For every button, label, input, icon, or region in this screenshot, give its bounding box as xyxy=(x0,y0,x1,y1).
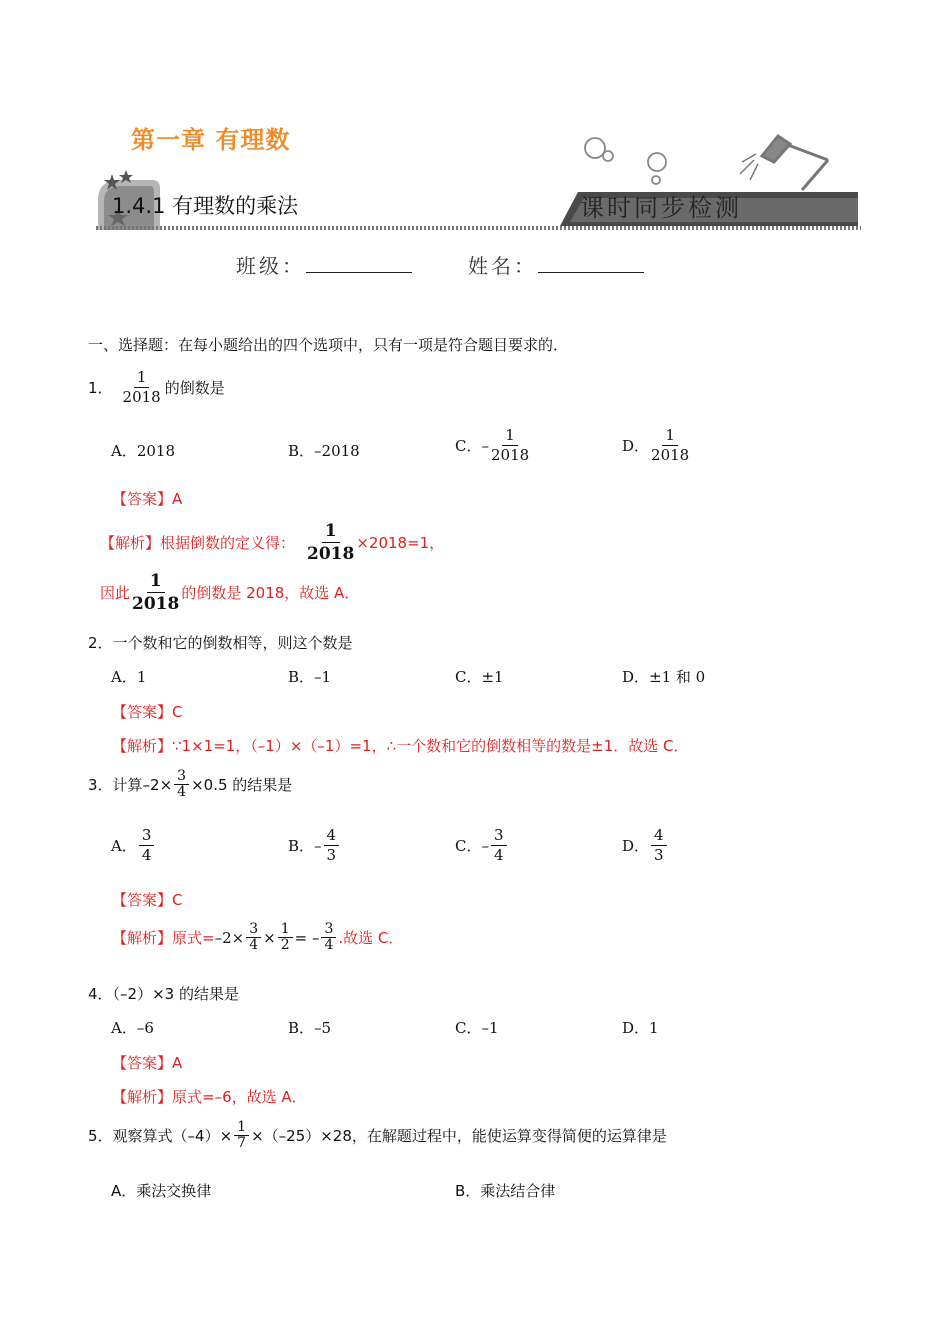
q1-option-c-den: 2018 xyxy=(490,446,530,464)
name-label: 姓名： xyxy=(468,254,537,278)
q3-option-d-fraction xyxy=(651,826,667,865)
sync-test-label: 课时同步检测 xyxy=(580,194,742,222)
q3-option-b-num: 4 xyxy=(324,826,340,846)
q4-option-d[interactable]: D．1 xyxy=(622,1019,659,1037)
q3-option-a-den: 4 xyxy=(141,846,152,864)
q3-analysis-frac2-den: 2 xyxy=(280,937,290,953)
q3-analysis-frac1-num: 3 xyxy=(246,922,261,938)
q1-option-a[interactable]: A．2018 xyxy=(111,442,176,460)
q2-option-d[interactable]: D．±1 和 0 xyxy=(622,668,706,686)
q3-analysis-p3: = – xyxy=(294,928,320,947)
name-blank[interactable] xyxy=(538,250,644,273)
bubbles-decoration xyxy=(585,138,666,184)
q3-stem xyxy=(88,769,292,800)
q3-option-d-num: 4 xyxy=(651,826,667,846)
q4-option-b[interactable]: B．–5 xyxy=(288,1019,332,1037)
q1-analysis2-head: 因此 xyxy=(100,584,131,602)
q3-option-b-label: B．– xyxy=(288,837,322,855)
q3-option-a-num: 3 xyxy=(139,826,155,846)
q5-stem-tail: ×（–25）×28，在解题过程中，能使运算变得简便的运算律是 xyxy=(251,1127,667,1145)
q5-stem-head: 5．观察算式（–4）× xyxy=(88,1127,233,1145)
q3-analysis-tail: .故选 C． xyxy=(338,929,404,947)
q3-analysis-frac3 xyxy=(321,922,336,953)
q3-answer: 【答案】C xyxy=(112,891,183,909)
q5-fraction xyxy=(234,1120,249,1151)
q3-option-d-den: 3 xyxy=(654,846,664,864)
q3-fraction xyxy=(174,769,189,800)
q1-fraction xyxy=(123,368,161,407)
q1-analysis-den: 2018 xyxy=(307,544,355,564)
q4-option-c[interactable]: C．–1 xyxy=(455,1019,499,1037)
q1-stem-tail: 的倒数是 xyxy=(164,379,225,397)
lesson-title: 1.4.1 有理数的乘法 xyxy=(112,194,299,218)
q1-number: 1． xyxy=(88,379,113,397)
q3-stem-tail: ×0.5 的结果是 xyxy=(191,776,293,794)
q3-option-c-den: 4 xyxy=(493,846,504,864)
q2-stem: 2．一个数和它的倒数相等，则这个数是 xyxy=(88,634,353,652)
q3-analysis-frac1-den: 4 xyxy=(249,937,259,953)
q1-analysis2-tail: 的倒数是 2018，故选 A． xyxy=(181,584,360,602)
q2-answer: 【答案】C xyxy=(112,703,183,721)
q4-stem: 4．（–2）×3 的结果是 xyxy=(88,985,239,1003)
q3-frac-den: 4 xyxy=(177,784,187,800)
q5-stem xyxy=(88,1120,667,1151)
q3-option-a-fraction xyxy=(139,826,155,865)
q1-analysis xyxy=(100,520,444,565)
q3-stem-head: 3．计算–2× xyxy=(88,776,173,794)
q1-option-b[interactable]: B．–2018 xyxy=(288,442,360,460)
q3-option-c-label: C．– xyxy=(455,837,489,855)
q1-analysis-tail: ×2018=1， xyxy=(356,534,445,552)
q1-option-c-fraction xyxy=(491,426,529,465)
q1-analysis2-fraction xyxy=(132,570,179,615)
q5-option-b[interactable]: B．乘法结合律 xyxy=(455,1182,556,1200)
q1-option-c-label: C．– xyxy=(455,437,489,455)
q1-option-d[interactable] xyxy=(622,426,691,465)
q2-option-b[interactable]: B．–1 xyxy=(288,668,332,686)
q3-analysis-p1: –2× xyxy=(214,928,245,947)
q3-analysis-frac3-num: 3 xyxy=(321,922,336,938)
q3-option-b-fraction xyxy=(324,826,340,865)
q3-option-c[interactable] xyxy=(455,826,509,865)
q2-analysis: 【解析】∵1×1=1，（–1）×（–1）=1，∴一个数和它的倒数相等的数是±1．故选 C． xyxy=(112,737,689,755)
q2-option-c[interactable]: C．±1 xyxy=(455,668,504,686)
q3-analysis-frac3-den: 4 xyxy=(324,937,334,953)
q3-option-b-den: 3 xyxy=(326,846,337,864)
banner-dotted-line xyxy=(96,226,861,230)
q1-analysis-2 xyxy=(100,570,359,615)
desk-lamp-icon xyxy=(740,136,828,190)
q5-option-a[interactable]: A．乘法交换律 xyxy=(111,1182,212,1200)
q3-frac-num: 3 xyxy=(174,769,189,785)
q1-analysis-fraction xyxy=(307,520,354,565)
q3-analysis xyxy=(112,922,403,953)
q1-option-d-label: D． xyxy=(622,437,650,455)
q5-frac-num: 1 xyxy=(234,1120,249,1136)
q1-frac-den: 2018 xyxy=(122,388,161,406)
class-label: 班级： xyxy=(236,254,305,278)
q3-analysis-p2: × xyxy=(263,928,276,947)
q5-frac-den: 7 xyxy=(237,1135,247,1151)
q3-option-d-label: D． xyxy=(622,837,650,855)
q3-option-c-num: 3 xyxy=(491,826,507,846)
q1-frac-num: 1 xyxy=(134,368,150,388)
q1-option-d-fraction xyxy=(651,426,689,465)
q4-analysis: 【解析】原式=–6，故选 A． xyxy=(112,1088,307,1106)
q4-answer: 【答案】A xyxy=(112,1054,183,1072)
q1-answer: 【答案】A xyxy=(112,490,183,508)
q1-analysis-head: 【解析】根据倒数的定义得： xyxy=(100,534,296,552)
q3-analysis-frac1 xyxy=(246,922,261,953)
q1-stem xyxy=(88,368,225,407)
q1-analysis2-num: 1 xyxy=(147,570,165,593)
q1-option-c-num: 1 xyxy=(502,426,518,446)
q3-analysis-frac2-num: 1 xyxy=(278,922,293,938)
q1-option-d-num: 1 xyxy=(662,426,678,446)
q3-option-b[interactable] xyxy=(288,826,341,865)
q1-option-c[interactable] xyxy=(455,426,531,465)
class-blank[interactable] xyxy=(306,250,412,273)
q3-option-a-label: A． xyxy=(111,837,137,855)
q3-option-a[interactable] xyxy=(111,826,156,865)
q2-option-a[interactable]: A．1 xyxy=(111,668,147,686)
q1-analysis-num: 1 xyxy=(322,520,340,543)
q3-option-c-fraction xyxy=(491,826,507,865)
chapter-title: 第一章 有理数 xyxy=(131,126,291,154)
q1-analysis2-den: 2018 xyxy=(132,594,180,614)
q4-option-a[interactable]: A．–6 xyxy=(111,1019,154,1037)
q3-option-d[interactable] xyxy=(622,826,669,865)
q3-analysis-frac2 xyxy=(278,922,293,953)
q1-option-d-den: 2018 xyxy=(651,446,690,464)
q3-analysis-head: 【解析】原式= xyxy=(112,929,215,947)
section-title: 一、选择题：在每小题给出的四个选项中，只有一项是符合题目要求的． xyxy=(88,336,569,354)
